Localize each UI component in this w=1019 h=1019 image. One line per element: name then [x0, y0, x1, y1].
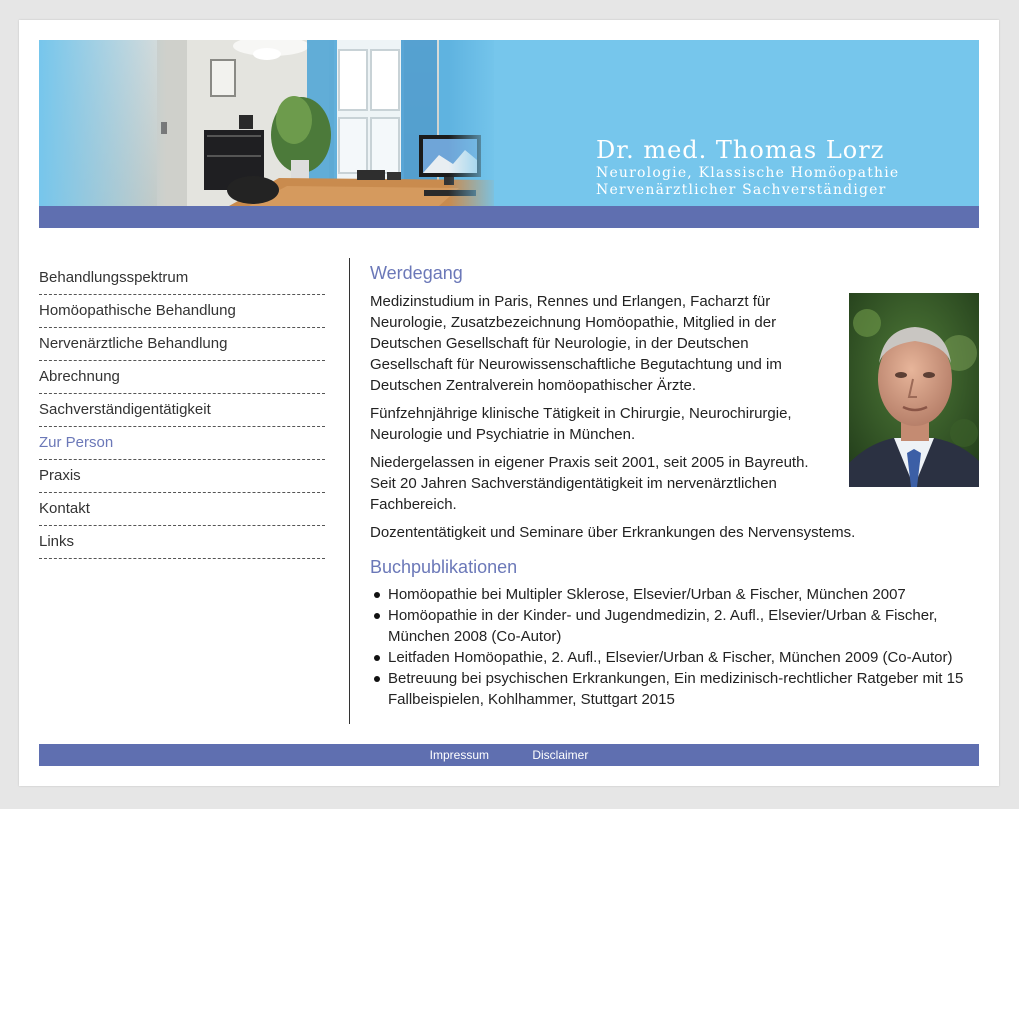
nav-item-abrechnung[interactable]: Abrechnung: [39, 361, 325, 394]
impressum-link[interactable]: Impressum: [429, 748, 489, 762]
site-footer: [39, 744, 979, 766]
nav-item-behandlungsspektrum[interactable]: Behandlungsspektrum: [39, 262, 325, 295]
header-bar: [39, 206, 979, 228]
nav-item-nervenaerztliche-behandlung[interactable]: Nervenärztliche Behandlung: [39, 328, 325, 361]
bio-paragraph: Dozententätigkeit und Seminare über Erkrankungen des Nervensystems.: [370, 524, 856, 541]
doctor-name: Dr. med. Thomas Lorz: [596, 136, 885, 164]
bio-paragraph: Niedergelassen in eigener Praxis seit 2001, seit 2005 in Bayreuth. Seit 20 Jahren Sachverständigentätigkeit im nervenärztlichen Fachbereich.: [370, 454, 809, 513]
office-photo: [39, 40, 494, 206]
publication-item: Betreuung bei psychischen Erkrankungen, Ein medizinisch-rechtlicher Ratgeber mit 15 Fallbeispielen, Kohlhammer, Stuttgart 2015: [370, 668, 980, 710]
page-container: [19, 20, 999, 786]
publication-item: Homöopathie in der Kinder- und Jugendmedizin, 2. Aufl., Elsevier/Urban & Fischer, München 2008 (Co-Autor): [370, 605, 980, 647]
nav-item-sachverstaendigentaetigkeit[interactable]: Sachverständigentätigkeit: [39, 394, 325, 427]
nav-item-kontakt[interactable]: Kontakt: [39, 493, 325, 526]
header-title-block: [596, 135, 899, 199]
publication-item: Leitfaden Homöopathie, 2. Aufl., Elsevier/Urban & Fischer, München 2009 (Co-Autor): [370, 647, 980, 668]
section-heading-buchpublikationen: Buchpublikationen: [370, 557, 518, 577]
column-divider: [349, 258, 350, 724]
header-subtitle-1: Neurologie, Klassische Homöopathie: [596, 165, 900, 181]
publication-list: [370, 584, 980, 710]
main-navigation: [39, 262, 325, 559]
bio-paragraph: Medizinstudium in Paris, Rennes und Erlangen, Facharzt für Neurologie, Zusatzbezeichnung Homöopathie, Mitglied in der Deutschen Gesellschaft für Neurologie, in der Deutschen Gesellschaft für Neurowissenschaftliche Begutachtung und im Deutschen Zentralverein homöopathischer Ärzte.: [370, 293, 782, 394]
section-heading-werdegang: Werdegang: [370, 263, 463, 283]
nav-item-zur-person[interactable]: Zur Person: [39, 427, 325, 460]
bio-paragraph: Fünfzehnjährige klinische Tätigkeit in Chirurgie, Neurochirurgie, Neurologie und Psychiatrie in München.: [370, 405, 792, 443]
header-subtitle-2: Nervenärztlicher Sachverständiger: [596, 182, 887, 198]
nav-item-homoeopathische-behandlung[interactable]: Homöopathische Behandlung: [39, 295, 325, 328]
nav-item-praxis[interactable]: Praxis: [39, 460, 325, 493]
disclaimer-link[interactable]: Disclaimer: [532, 748, 589, 762]
portrait-photo: [849, 293, 979, 487]
main-content: [370, 262, 980, 710]
nav-item-links[interactable]: Links: [39, 526, 325, 559]
site-header: [39, 40, 979, 206]
publication-item: Homöopathie bei Multipler Sklerose, Elsevier/Urban & Fischer, München 2007: [370, 584, 980, 605]
